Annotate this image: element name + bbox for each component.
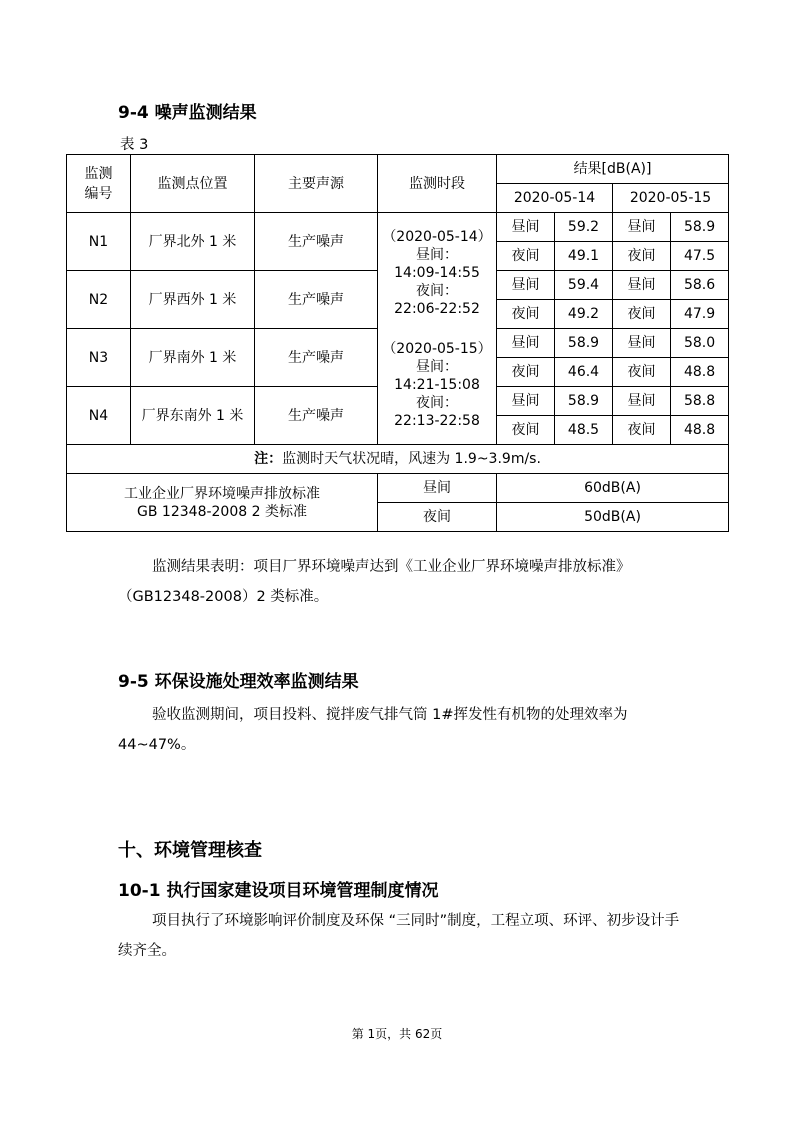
noise-results-table [66,154,729,532]
standard-day-value: 60dB(A) [497,474,729,503]
value-cell: 58.9 [555,387,613,416]
period-line: 22:06-22:52 [394,300,480,317]
monitoring-period-cell [378,213,497,445]
period-line: 14:21-15:08 [394,376,480,393]
header-period: 监测时段 [378,155,497,213]
section-10-1-title: 10-1 执行国家建设项目环境管理制度情况 [118,881,439,901]
row-n1-code: N1 [67,213,131,271]
day-label: 昼间 [497,213,555,242]
standard-day-label: 昼间 [378,474,497,503]
value-cell: 48.5 [555,416,613,445]
value-cell: 47.5 [671,242,729,271]
row-n3-source: 生产噪声 [255,329,378,387]
row-n4-source: 生产噪声 [255,387,378,445]
value-cell: 46.4 [555,358,613,387]
section-10-title: 十、环境管理核查 [118,840,262,861]
value-cell: 58.0 [671,329,729,358]
night-label: 夜间 [613,300,671,329]
value-cell: 58.9 [671,213,729,242]
row-n1-source: 生产噪声 [255,213,378,271]
header-date-2: 2020-05-15 [613,184,729,213]
value-cell: 58.9 [555,329,613,358]
header-code: 监测编号 [67,155,131,213]
section-10-1-paragraph: 项目执行了环境影响评价制度及环保 “三同时”制度，工程立项、环评、初步设计手续齐全。 [118,913,680,959]
row-n2-source: 生产噪声 [255,271,378,329]
section-9-4-title: 9-4 噪声监测结果 [118,103,257,123]
day-label: 昼间 [613,271,671,300]
night-label: 夜间 [613,358,671,387]
period-line: 夜间： [416,394,458,411]
standard-name [67,474,378,532]
day-label: 昼间 [613,329,671,358]
standard-night-label: 夜间 [378,503,497,532]
night-label: 夜间 [497,300,555,329]
day-label: 昼间 [497,329,555,358]
value-cell: 59.2 [555,213,613,242]
standard-line-1: 工业企业厂界环境噪声排放标准 [124,485,320,502]
period-line: （2020-05-15） [382,340,492,357]
period-line: 昼间： [416,246,458,263]
result-paragraph: 监测结果表明：项目厂界环境噪声达到《工业企业厂界环境噪声排放标准》（GB12348-2008）2 类标准。 [118,559,631,605]
value-cell: 58.8 [671,387,729,416]
value-cell: 48.8 [671,416,729,445]
row-n2-location: 厂界西外 1 米 [131,271,255,329]
row-n4-location: 厂界东南外 1 米 [131,387,255,445]
row-n2-code: N2 [67,271,131,329]
standard-night-value: 50dB(A) [497,503,729,532]
section-9-5-paragraph: 验收监测期间，项目投料、搅拌废气排气筒 1#挥发性有机物的处理效率为 44~47%。 [118,707,628,753]
page-footer: 第 1页，共 62页 [351,1027,443,1041]
row-n4-code: N4 [67,387,131,445]
value-cell: 59.4 [555,271,613,300]
header-location: 监测点位置 [131,155,255,213]
value-cell: 49.1 [555,242,613,271]
period-line: 昼间： [416,358,458,375]
value-cell: 58.6 [671,271,729,300]
night-label: 夜间 [497,358,555,387]
period-line: 22:13-22:58 [394,412,480,429]
period-line: 夜间： [416,282,458,299]
night-label: 夜间 [613,242,671,271]
header-result: 结果[dB(A)] [497,155,729,184]
note-text: 监测时天气状况晴，风速为 1.9~3.9m/s. [282,451,541,467]
header-source: 主要声源 [255,155,378,213]
header-date-1: 2020-05-14 [497,184,613,213]
night-label: 夜间 [497,416,555,445]
period-line: （2020-05-14） [382,228,492,245]
row-n1-location: 厂界北外 1 米 [131,213,255,271]
night-label: 夜间 [613,416,671,445]
night-label: 夜间 [497,242,555,271]
table-caption: 表 3 [120,137,149,153]
period-line: 14:09-14:55 [394,264,480,281]
day-label: 昼间 [613,387,671,416]
value-cell: 48.8 [671,358,729,387]
value-cell: 47.9 [671,300,729,329]
day-label: 昼间 [497,271,555,300]
section-9-5-title: 9-5 环保设施处理效率监测结果 [118,672,359,692]
row-n3-location: 厂界南外 1 米 [131,329,255,387]
standard-line-2: GB 12348-2008 2 类标准 [137,503,307,520]
day-label: 昼间 [613,213,671,242]
value-cell: 49.2 [555,300,613,329]
row-n3-code: N3 [67,329,131,387]
weather-note [67,445,729,474]
day-label: 昼间 [497,387,555,416]
note-label: 注： [254,451,283,467]
